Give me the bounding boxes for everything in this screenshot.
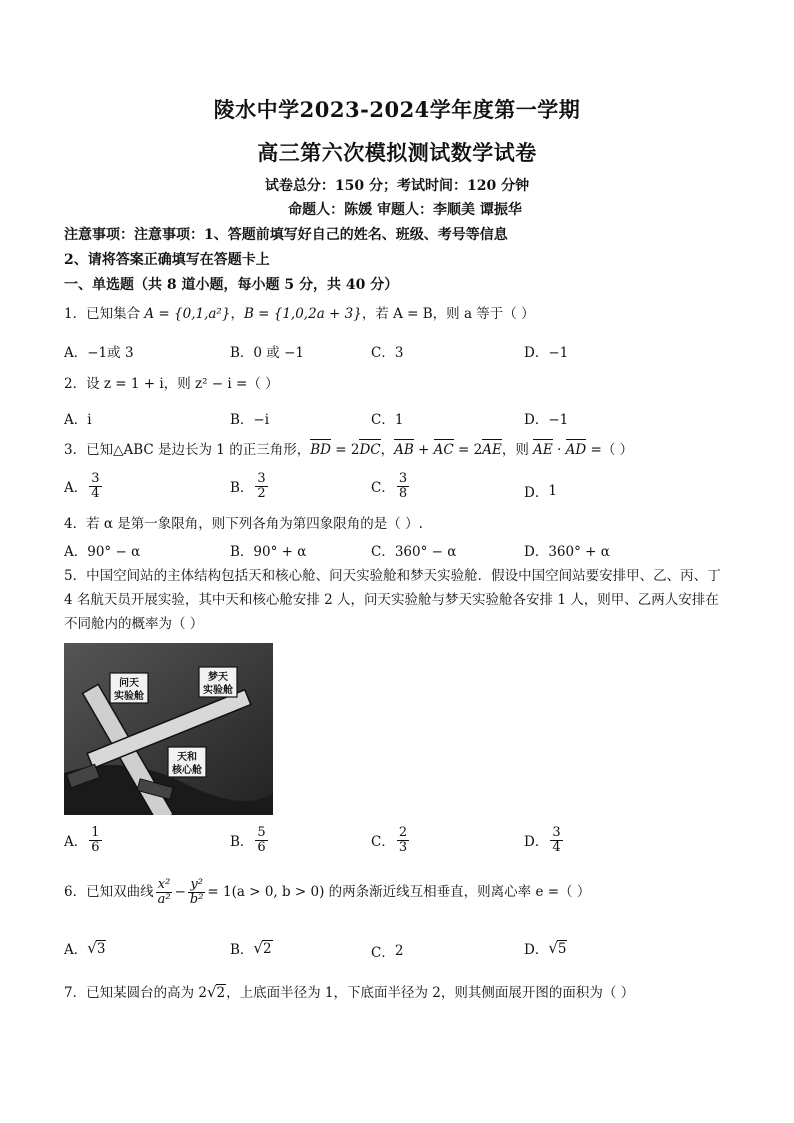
option-b[interactable]: B． $\frac{5}{6}$ (230, 825, 266, 855)
option-a[interactable]: A．90° − α (64, 544, 141, 560)
space-station-photo (64, 643, 273, 815)
question-3: 3．已知△ABC 是边长为 1 的正三角形，BD = 2DC，AB + AC = 2AE，则 AE · AD =（ ） (64, 442, 634, 458)
option-a[interactable]: A． $\frac{1}{6}$ (64, 825, 100, 855)
question-text: ，上底面半径为 1，下底面半径为 2，则其侧面展开图的面积为（ ） (226, 984, 635, 1001)
fraction: $\frac{\text{x²}}{\text{a²}}$ (157, 877, 171, 907)
question-2 (64, 376, 279, 392)
question-text: 已知△ABC 是边长为 1 的正三角形， (86, 442, 311, 458)
question-number: 1． (64, 306, 87, 322)
fraction: $\frac{1}{6}$ (91, 825, 100, 855)
option-a[interactable]: A． √ 3 (64, 939, 106, 958)
option-c[interactable]: C． $\frac{2}{3}$ (371, 825, 408, 855)
space-station-illustration (64, 643, 273, 815)
vector-ac: AC (433, 442, 454, 458)
question-5 (64, 564, 732, 636)
exam-school-title: 陵水中学2023-2024学年度第一学期 (213, 97, 581, 122)
option-d[interactable]: D． 1 (524, 483, 557, 501)
question-4 (64, 516, 423, 532)
section-heading-single-choice: 一、单选题（共 8 道小题，每小题 5 分，共 40 分） (64, 277, 399, 293)
label-tianhe: 天和 (177, 752, 197, 763)
vector-ad: AD (565, 442, 587, 458)
question-text: 已知集合 (86, 306, 145, 322)
option-c[interactable]: C．1 (371, 412, 404, 428)
option-b[interactable]: B． $\frac{3}{2}$ (230, 471, 266, 501)
set-b: B = {1,0,2a + 3} (243, 306, 362, 322)
option-d[interactable]: D．−1 (524, 412, 569, 428)
set-a: A = {0,1,a²} (144, 306, 231, 322)
question-text: 若 α 是第一象限角，则下列各角为第四象限角的是（ ）. (86, 516, 423, 532)
square-root: √ 2 (253, 939, 272, 957)
option-b[interactable]: B． √ 2 (230, 939, 272, 958)
question-number: 4． (64, 516, 87, 532)
fraction: $\frac{5}{6}$ (257, 825, 266, 855)
fraction: $\frac{2}{3}$ (398, 825, 408, 855)
notice-line-2: 2、请将答案正确填写在答题卡上 (64, 252, 270, 268)
question-1: 1．已知集合 A = {0,1,a²}，B = {1,0,2a + 3}，若 A = B，则 a 等于（ ） (64, 306, 535, 322)
fraction: $\frac{3}{8}$ (398, 471, 408, 501)
option-a[interactable]: A．−1或 3 (64, 345, 134, 361)
fraction: $\frac{3}{4}$ (91, 471, 100, 501)
option-c[interactable]: C．3 (371, 345, 404, 361)
square-root: √ 5 (548, 939, 567, 957)
question-number: 5． (64, 568, 87, 584)
fraction: $\frac{\text{y²}}{\text{b²}}$ (189, 877, 204, 907)
option-b[interactable]: B．−i (230, 412, 270, 428)
option-b[interactable]: B．0 或 −1 (230, 345, 304, 361)
vector-ae: AE (482, 442, 502, 458)
question-number: 6． (64, 884, 87, 901)
question-7 (64, 983, 634, 1001)
option-d[interactable]: D． $\frac{3}{4}$ (524, 825, 561, 855)
vector-bd: BD (310, 442, 331, 458)
square-root: √ 2 (206, 983, 226, 1001)
option-c[interactable]: C． $\frac{3}{8}$ (371, 471, 408, 501)
option-a[interactable]: A． $\frac{3}{4}$ (64, 471, 100, 501)
vector-dc: DC (359, 442, 381, 458)
option-c[interactable]: C．360° − α (371, 544, 457, 560)
label-mengtian: 梦天 (208, 672, 228, 683)
option-d[interactable]: D．360° + α (524, 544, 610, 560)
vector-ae: AE (533, 442, 553, 458)
label-lab-module: 实验舱 (203, 685, 233, 696)
option-c[interactable]: C． 2 (371, 943, 404, 961)
question-number: 7． (64, 984, 87, 1001)
label-wentian: 问天 (119, 678, 139, 689)
question-text: 中国空间站的主体结构包括天和核心舱、问天实验舱和梦天实验舱．假设中国空间站要安排甲、乙、丙、丁 4 名航天员开展实验，其中天和核心舱安排 2 人，问天实验舱与梦天实验舱各安排 1 人，则甲、乙两人安排在不同舱内的概率为（ ） (64, 568, 721, 632)
question-text: 已知某圆台的高为 2 (86, 984, 207, 1001)
score-time-info: 试卷总分：150 分；考试时间：120 分钟 (264, 178, 530, 194)
question-text: 已知双曲线 (86, 884, 154, 901)
square-root: √ 3 (87, 939, 106, 957)
question-text: = 1(a > 0, b > 0) 的两条渐近线互相垂直，则离心率 e =（ ） (207, 884, 591, 901)
option-b[interactable]: B．90° + α (230, 544, 307, 560)
authors-info: 命题人：陈媛 审题人：李顺美 谭振华 (288, 202, 522, 218)
notice-line-1: 注意事项：注意事项：1、答题前填写好自己的姓名、班级、考号等信息 (64, 227, 508, 243)
question-number: 2． (64, 376, 87, 392)
option-a[interactable]: A．i (64, 412, 92, 428)
exam-paper-title: 高三第六次模拟测试数学试卷 (257, 140, 537, 165)
option-d[interactable]: D． √ 5 (524, 939, 567, 958)
fraction: $\frac{3}{2}$ (257, 471, 266, 501)
option-d[interactable]: D．−1 (524, 345, 569, 361)
label-lab-module: 实验舱 (114, 691, 144, 702)
question-6: 6． 已知双曲线 $\frac{\text{x²}}{\text{a²}}$ − $\frac{\text{y²}}{\text{b²}}$ = 1(a > 0, b > 0) 的两条渐近线互相垂直，则离心率 e =（ ） (64, 877, 591, 907)
question-number: 3． (64, 442, 87, 458)
question-text: ，若 A = B，则 a 等于（ ） (361, 306, 535, 322)
label-core-module: 核心舱 (172, 765, 202, 776)
fraction: $\frac{3}{4}$ (552, 825, 561, 855)
question-text: 设 z = 1 + i，则 z² − i =（ ） (86, 376, 279, 392)
vector-ab: AB (394, 442, 414, 458)
